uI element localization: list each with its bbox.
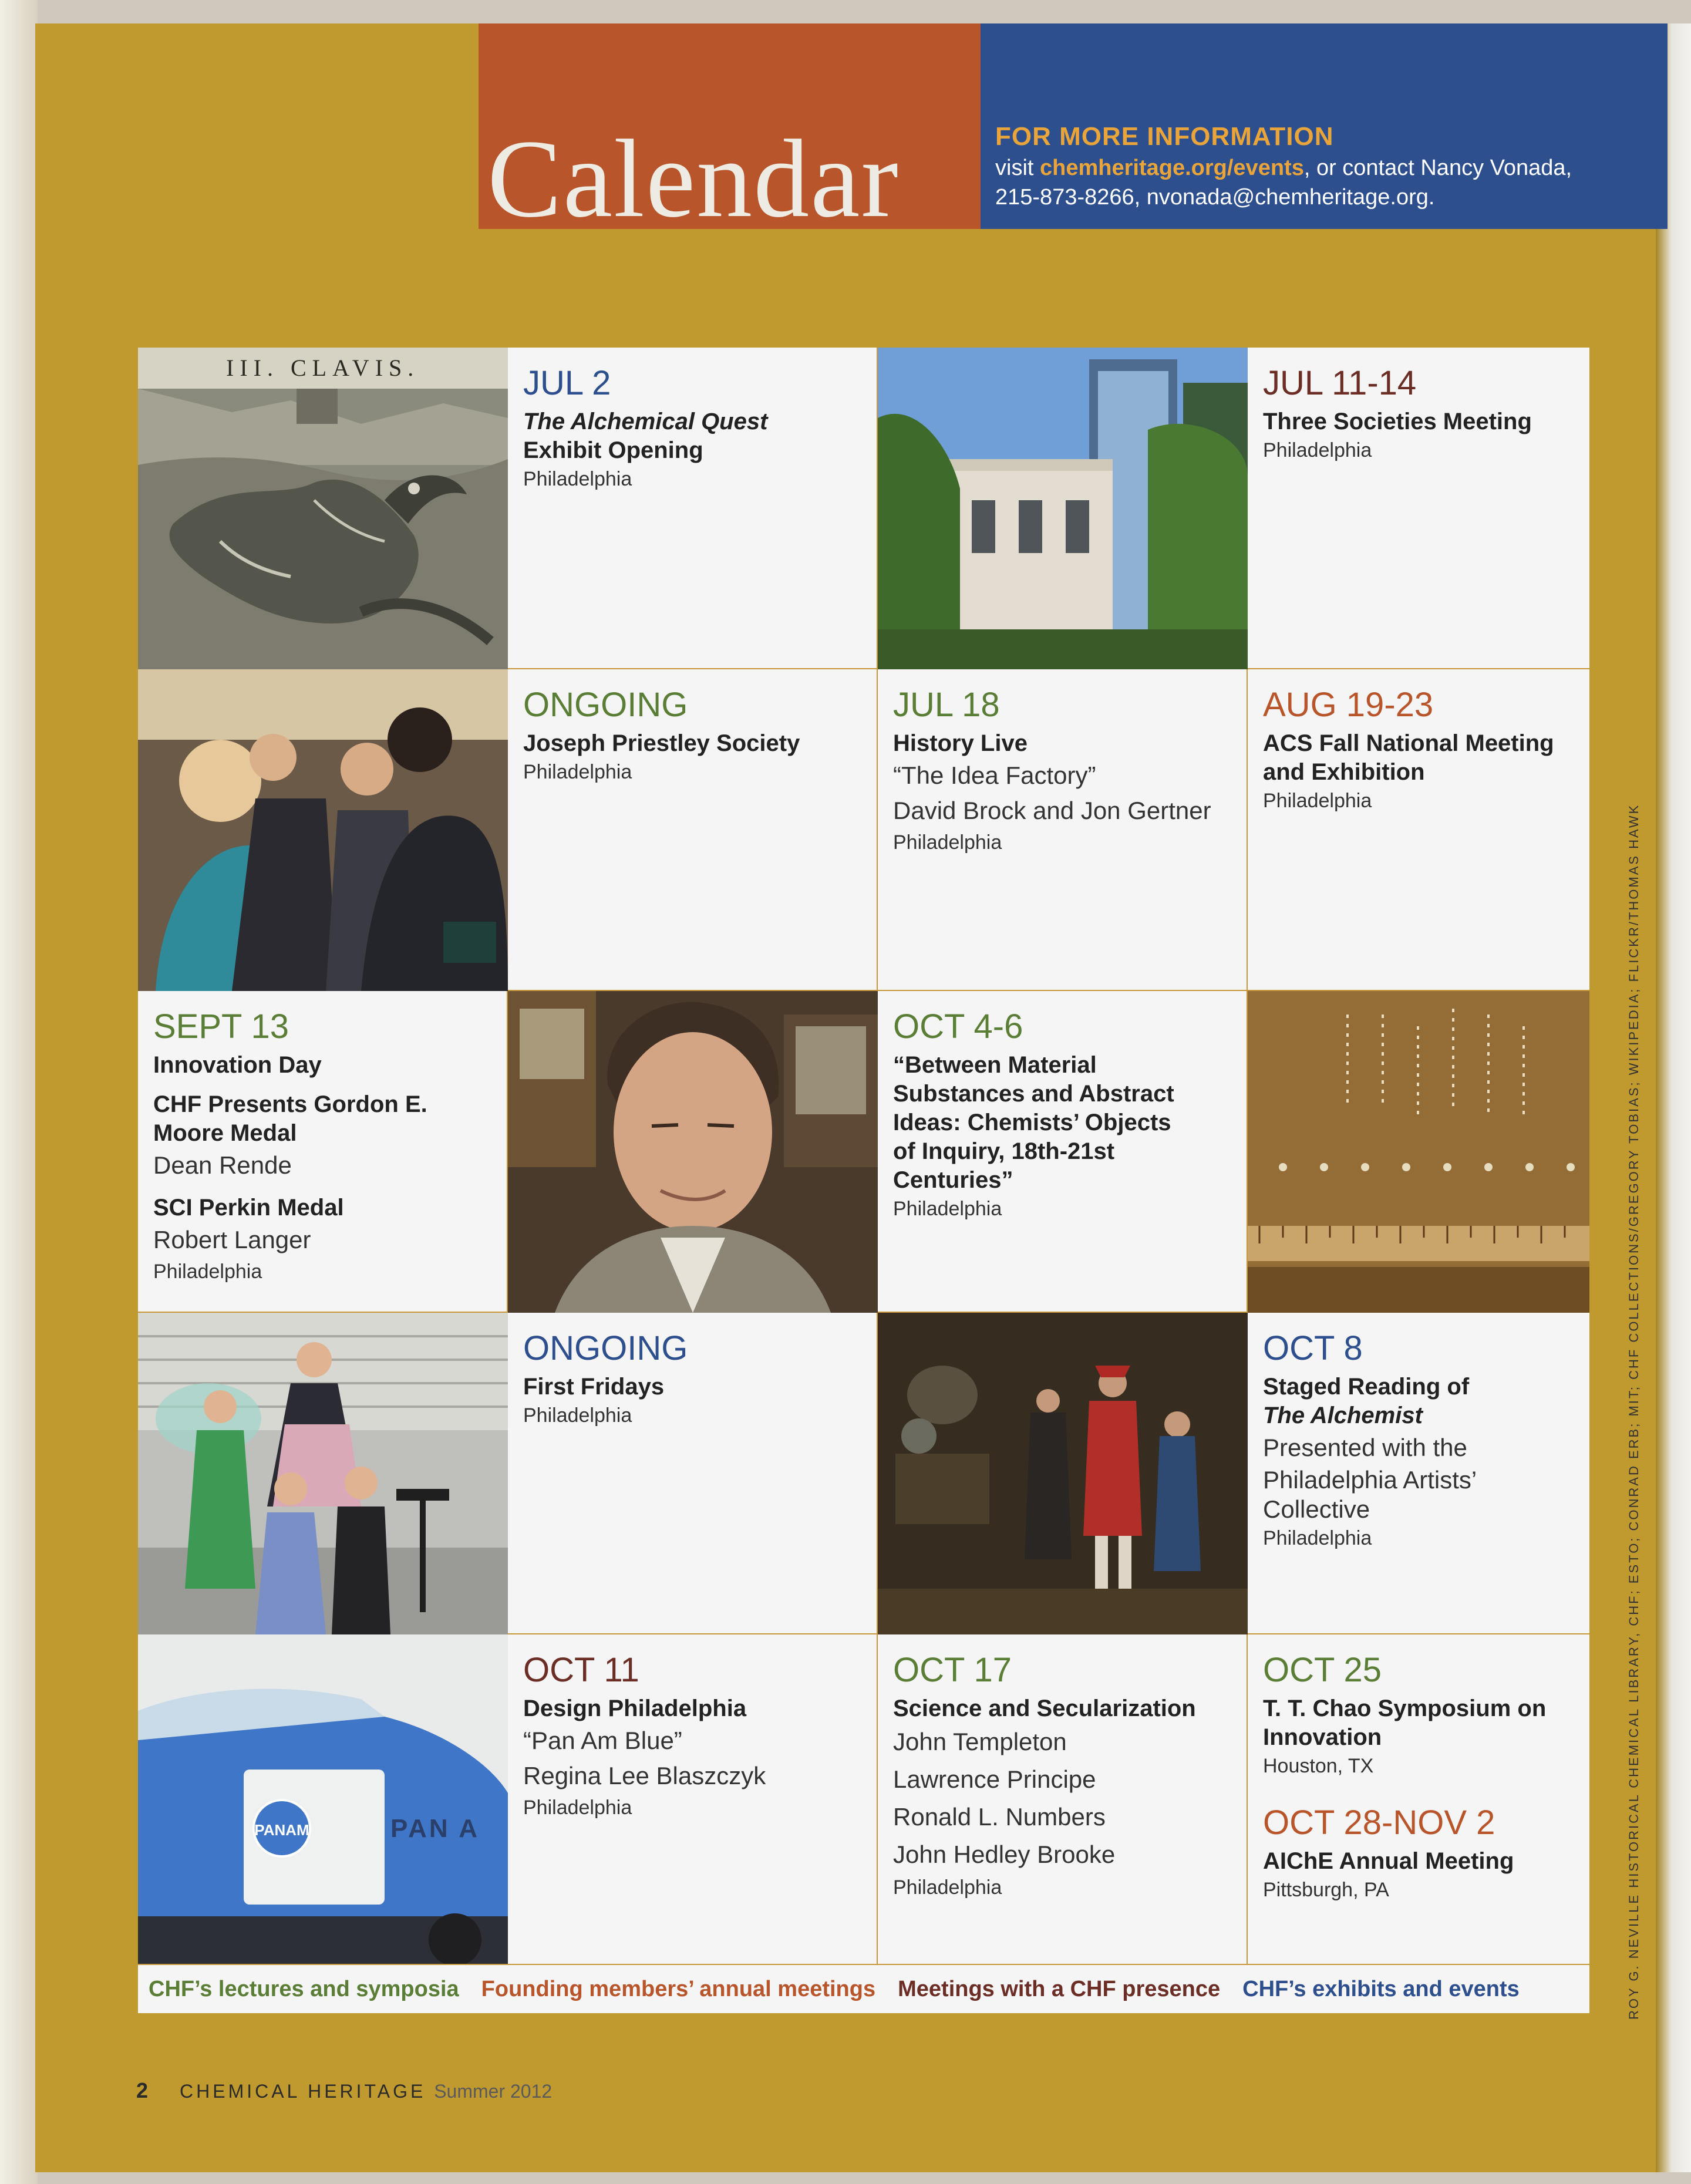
magazine-name: CHEMICAL HERITAGE — [180, 2081, 426, 2102]
clavis-label: III. CLAVIS. — [226, 355, 420, 381]
event-title-work: The Alchemist — [1263, 1403, 1423, 1428]
award-recipient-2: Robert Langer — [153, 1226, 311, 1253]
page-title: Calendar — [487, 117, 900, 241]
event-partner-line-1: Presented with the — [1263, 1434, 1467, 1461]
color-legend — [138, 1964, 1589, 2013]
legend-founding: Founding members’ annual meetings — [481, 1976, 876, 2001]
alchemical-engraving-photo — [138, 348, 508, 669]
alchemist-painting-image — [878, 1313, 1248, 1634]
event-date: JUL 11-14 — [1263, 364, 1417, 402]
info-line-1 — [995, 153, 1647, 183]
event-title: Three Societies Meeting — [1263, 409, 1532, 434]
legend-exhibits: CHF’s exhibits and events — [1242, 1976, 1520, 2001]
legend-presence: Meetings with a CHF presence — [898, 1976, 1221, 2001]
info-contact-line: 215-873-8266, nvonada@chemheritage.org. — [995, 185, 1435, 210]
event-oct-4-6[interactable] — [878, 991, 1248, 1313]
event-speaker-4: John Hedley Brooke — [893, 1841, 1116, 1868]
building-image — [878, 348, 1248, 669]
event-title: ACS Fall National Meeting — [1263, 730, 1554, 756]
event-title: T. T. Chao Symposium on — [1263, 1696, 1547, 1721]
event-title-line-5: Centuries” — [893, 1167, 1013, 1193]
event-title: History Live — [893, 730, 1028, 756]
event-speaker-3: Ronald L. Numbers — [893, 1803, 1106, 1831]
event-date: OCT 11 — [523, 1651, 639, 1689]
event-title: Science and Secularization — [893, 1696, 1196, 1721]
event-oct-17[interactable] — [878, 1634, 1248, 1964]
alchemist-painting-photo — [878, 1313, 1248, 1634]
award-title-2: SCI Perkin Medal — [153, 1195, 344, 1221]
info-heading: FOR MORE INFORMATION — [995, 122, 1334, 151]
event-location: Philadelphia — [523, 1404, 632, 1427]
event-title: Joseph Priestley Society — [523, 730, 800, 756]
event-date: OCT 25 — [1263, 1651, 1382, 1689]
calendar-grid — [138, 348, 1589, 1964]
event-title-cont: Innovation — [1263, 1724, 1382, 1750]
event-jul-11-14[interactable] — [1248, 348, 1589, 669]
event-title: Design Philadelphia — [523, 1696, 747, 1721]
event-sept-13[interactable] — [138, 991, 508, 1313]
event-oct-8[interactable] — [1248, 1313, 1589, 1634]
more-info — [995, 120, 1647, 212]
spacer — [153, 1183, 491, 1194]
panam-badge: PANAM — [254, 1821, 309, 1839]
event-title-cont: and Exhibition — [1263, 759, 1425, 785]
wooden-instrument-image — [1248, 991, 1589, 1313]
event-date: AUG 19-23 — [1263, 686, 1434, 724]
event-date-2: OCT 28-NOV 2 — [1263, 1804, 1495, 1842]
event-location: Philadelphia — [153, 1260, 262, 1283]
event-speaker-2: Lawrence Principe — [893, 1765, 1096, 1793]
legend-lectures: CHF’s lectures and symposia — [149, 1976, 459, 2001]
event-title-line-3: Ideas: Chemists’ Objects — [893, 1110, 1171, 1135]
event-jul-18[interactable] — [878, 669, 1248, 991]
event-oct-25-and-28[interactable] — [1248, 1634, 1589, 1964]
portrait-photo — [508, 991, 878, 1313]
event-subtitle: Exhibit Opening — [523, 437, 703, 463]
event-partner-line-3: Collective — [1263, 1495, 1370, 1523]
instrument-photo — [1248, 991, 1589, 1313]
event-ongoing-first-fridays[interactable] — [508, 1313, 878, 1634]
award-title: CHF Presents Gordon E. — [153, 1091, 427, 1117]
pan-am-car-photo — [138, 1634, 508, 1964]
event-location: Philadelphia — [1263, 439, 1372, 461]
event-title-2: AIChE Annual Meeting — [1263, 1848, 1514, 1874]
issue-date: Summer 2012 — [434, 2081, 553, 2102]
dragon-engraving-image — [138, 348, 508, 669]
event-location: Philadelphia — [1263, 1527, 1372, 1549]
award-title-cont: Moore Medal — [153, 1120, 297, 1146]
event-speakers: David Brock and Jon Gertner — [893, 797, 1211, 824]
event-title-line-2: Substances and Abstract — [893, 1081, 1174, 1107]
event-oct-11[interactable] — [508, 1634, 878, 1964]
info-prefix: visit — [995, 156, 1040, 180]
event-location: Philadelphia — [893, 1198, 1002, 1220]
event-location: Philadelphia — [523, 468, 632, 490]
event-date: OCT 8 — [1263, 1329, 1363, 1367]
event-date: OCT 4-6 — [893, 1007, 1023, 1046]
page-number: 2 — [136, 2078, 149, 2102]
first-fridays-photo — [138, 1313, 508, 1634]
event-date: SEPT 13 — [153, 1007, 289, 1046]
event-location: Philadelphia — [893, 831, 1002, 854]
reception-image — [138, 669, 508, 991]
event-title: The Alchemical Quest — [523, 409, 768, 434]
event-talk: “Pan Am Blue” — [523, 1727, 682, 1754]
event-title: Innovation Day — [153, 1052, 322, 1078]
event-location: Houston, TX — [1263, 1755, 1374, 1777]
event-location: Philadelphia — [1263, 790, 1372, 812]
event-location: Philadelphia — [523, 761, 632, 783]
info-suffix: , or contact Nancy Vonada, — [1303, 156, 1572, 180]
chf-building-photo — [878, 348, 1248, 669]
event-date: ONGOING — [523, 686, 688, 724]
event-partner-line-2: Philadelphia Artists’ — [1263, 1466, 1477, 1494]
portrait-image — [508, 991, 878, 1313]
event-talk: “The Idea Factory” — [893, 761, 1096, 789]
photo-credits: ROY G. NEVILLE HISTORICAL CHEMICAL LIBRARY, CHF; ESTO; CONRAD ERB; MIT; CHF COLLECTIONS/GREGORY TOBIAS; WIKIPEDIA; FLICKR/THOMAS HAWK — [1626, 803, 1641, 2020]
event-location: Philadelphia — [523, 1797, 632, 1819]
event-date: JUL 18 — [893, 686, 1000, 724]
facing-page-edge — [0, 0, 38, 2184]
spacer — [1263, 1780, 1574, 1804]
event-title-line-1: “Between Material — [893, 1052, 1097, 1078]
event-jul-2[interactable] — [508, 348, 878, 669]
reception-photo — [138, 669, 508, 991]
event-date: OCT 17 — [893, 1651, 1012, 1689]
panam-side-text: PAN A — [390, 1814, 480, 1843]
event-location-2: Pittsburgh, PA — [1263, 1879, 1389, 1901]
event-date: JUL 2 — [523, 364, 611, 402]
event-aug-19-23[interactable] — [1248, 669, 1589, 991]
event-speaker-1: John Templeton — [893, 1728, 1067, 1755]
event-ongoing-priestley[interactable] — [508, 669, 878, 991]
event-location: Philadelphia — [893, 1876, 1002, 1899]
events-link[interactable]: chemheritage.org/events — [1040, 156, 1304, 180]
spacer — [153, 1080, 491, 1090]
toy-car-image — [138, 1634, 508, 1964]
page-footer — [136, 2078, 552, 2103]
award-recipient: Dean Rende — [153, 1151, 292, 1179]
event-date: ONGOING — [523, 1329, 688, 1367]
page-curl-edge — [1656, 23, 1691, 2172]
event-title: First Fridays — [523, 1374, 665, 1400]
event-title-line-4: of Inquiry, 18th-21st — [893, 1138, 1115, 1164]
performers-image — [138, 1313, 508, 1634]
event-title: Staged Reading of — [1263, 1374, 1470, 1400]
event-speaker: Regina Lee Blaszczyk — [523, 1762, 766, 1789]
